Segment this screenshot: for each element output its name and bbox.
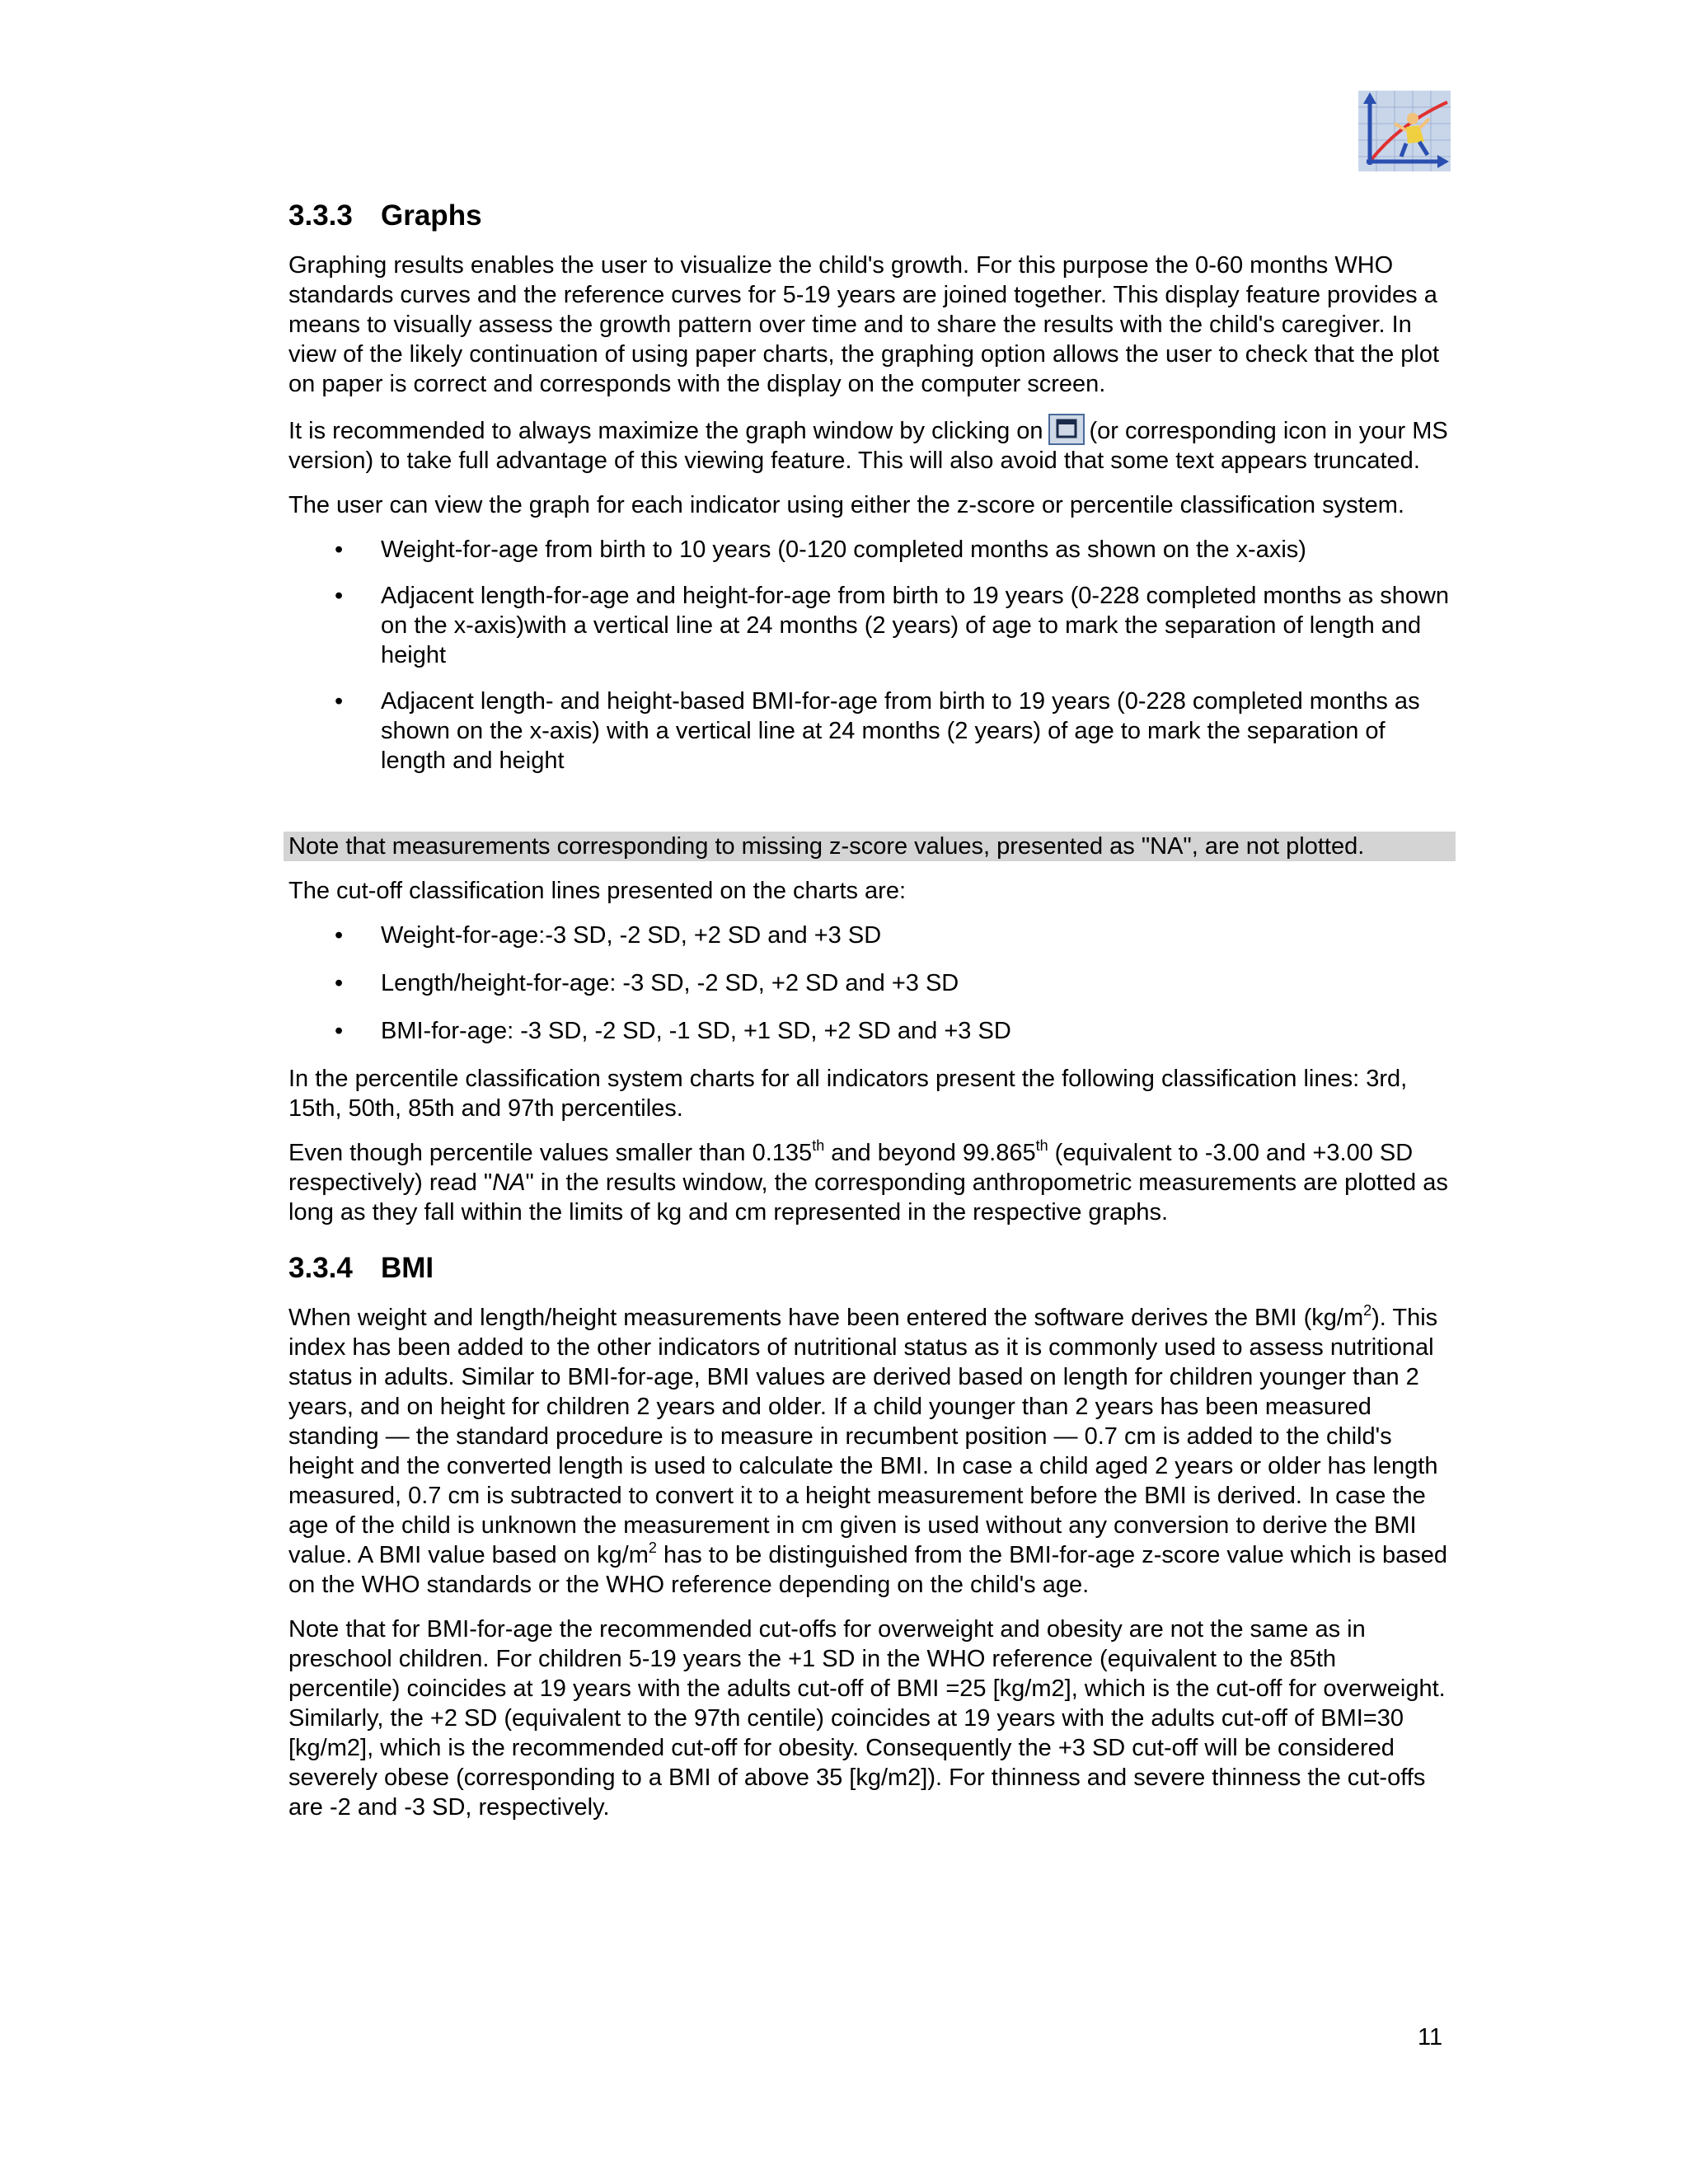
page-content <box>288 198 1451 1837</box>
paragraph-text: (or corresponding icon in your MS version) to take full advantage of this viewing feature. This will also avoid that some text appears truncated. <box>288 418 1448 474</box>
paragraph: Graphing results enables the user to visualize the child's growth. For this purpose the 0-60 months WHO standards curves and the reference curves for 5-19 years are joined together. This display feature provides a means to visually assess the growth pattern over time and to share the results with the child's caregiver. In view of the likely continuation of using paper charts, the graphing option allows the user to check that the plot on paper is correct and corresponds with the display on the computer screen. <box>288 252 1440 397</box>
document-page <box>288 0 1451 2184</box>
list-item: • Adjacent length- and height-based BMI-for-age from birth to 19 years (0-228 completed months as shown on the x-axis) with a vertical line at 24 months (2 years) of age to mark the separation of length and height <box>288 687 1451 776</box>
paragraph-bmi <box>288 1303 1451 1600</box>
paragraph-text: and beyond 99.865 <box>824 1140 1036 1166</box>
paragraph: In the percentile classification system charts for all indicators present the following classification lines: 3rd, 15th, 50th, 85th and 97th percentiles. <box>288 1066 1408 1122</box>
section-title: BMI <box>381 1252 434 1284</box>
paragraph-maximize <box>288 414 1451 476</box>
italic-text: NA <box>492 1169 526 1196</box>
list-item: • Weight-for-age:-3 SD, -2 SD, +2 SD and +3 SD <box>288 921 1451 950</box>
list-item: • Weight-for-age from birth to 10 years (0-120 completed months as shown on the x-axis) <box>288 535 1451 565</box>
paragraph-text: Even though percentile values smaller than 0.135 <box>288 1140 813 1166</box>
section-heading-graphs <box>288 198 1451 234</box>
growth-chart-logo-icon <box>1358 91 1451 171</box>
maximize-window-icon <box>1048 414 1085 445</box>
list-item: • Adjacent length-for-age and height-for-age from birth to 19 years (0-228 completed months as shown on the x-axis)with a vertical line at 24 months (2 years) of age to mark the separation of length and height <box>288 581 1451 670</box>
paragraph-text: has to be distinguished from the BMI-for-age z-score value which is based on the WHO standards or the WHO reference depending on the child's age. <box>288 1542 1447 1598</box>
list-item: • Length/height-for-age: -3 SD, -2 SD, +2 SD and +3 SD <box>288 968 1451 998</box>
paragraph-text: " in the results window, the corresponding anthropometric measurements are plotted as long as they fall within the limits of kg and cm represented in the respective graphs. <box>288 1169 1448 1226</box>
paragraph: The user can view the graph for each indicator using either the z-score or percentile classification system. <box>288 492 1404 518</box>
section-number: 3.3.4 <box>288 1252 353 1284</box>
paragraph: Note that for BMI-for-age the recommended cut-offs for overweight and obesity are not the same as in preschool children. For children 5-19 years the +1 SD in the WHO reference (equivalent to the 85th percentile) coincides at 19 years with the adults cut-off of BMI =25 [kg/m2], which is the cut-off for overweight. Similarly, the +2 SD (equivalent to the 97th centile) coincides at 19 years with the adults cut-off of BMI=30 [kg/m2], which is the recommended cut-off for obesity. Consequently the +3 SD cut-off will be considered severely obese (corresponding to a BMI of above 35 [kg/m2]). For thinness and severe thinness the cut-offs are -2 and -3 SD, respectively. <box>288 1616 1446 1821</box>
cutoff-lines-list <box>288 921 1451 1046</box>
superscript: th <box>812 1137 825 1154</box>
superscript: th <box>1035 1137 1048 1154</box>
paragraph-percentiles <box>288 1138 1451 1227</box>
paragraph-text: ). This index has been added to the other indicators of nutritional status as it is commonly used to assess nutritional status in adults. Similar to BMI-for-age, BMI values are derived based on length for children younger than 2 years, and on height for children 2 years and older. If a child younger than 2 years has been measured standing — the standard procedure is to measure in recumbent position — 0.7 cm is added to the child's height and the converted length is used to calculate the BMI. In case a child aged 2 years or older has length measured, 0.7 cm is subtracted to convert it to a height measurement before the BMI is derived. In case the age of the child is unknown the measurement in cm given is used without any conversion to derive the BMI value. A BMI value based on kg/m <box>288 1305 1438 1568</box>
page-number: 11 <box>1418 2024 1443 2050</box>
graph-indicator-list <box>288 535 1451 776</box>
paragraph-text: It is recommended to always maximize the graph window by clicking on <box>288 418 1043 444</box>
superscript: 2 <box>1363 1302 1372 1319</box>
highlighted-note: Note that measurements corresponding to missing z-score values, presented as "NA", are not plotted. <box>284 832 1456 861</box>
section-title: Graphs <box>381 199 482 232</box>
list-item: • BMI-for-age: -3 SD, -2 SD, -1 SD, +1 SD, +2 SD and +3 SD <box>288 1016 1451 1046</box>
paragraph-text: When weight and length/height measurements have been entered the software derives the BMI (kg/m <box>288 1305 1364 1331</box>
paragraph: The cut-off classification lines presented on the charts are: <box>288 878 907 904</box>
section-heading-bmi <box>288 1250 1451 1286</box>
section-number: 3.3.3 <box>288 199 353 232</box>
paragraph-text: (equivalent to -3.00 and +3.00 SD respectively) read " <box>288 1140 1414 1196</box>
superscript: 2 <box>648 1540 657 1556</box>
